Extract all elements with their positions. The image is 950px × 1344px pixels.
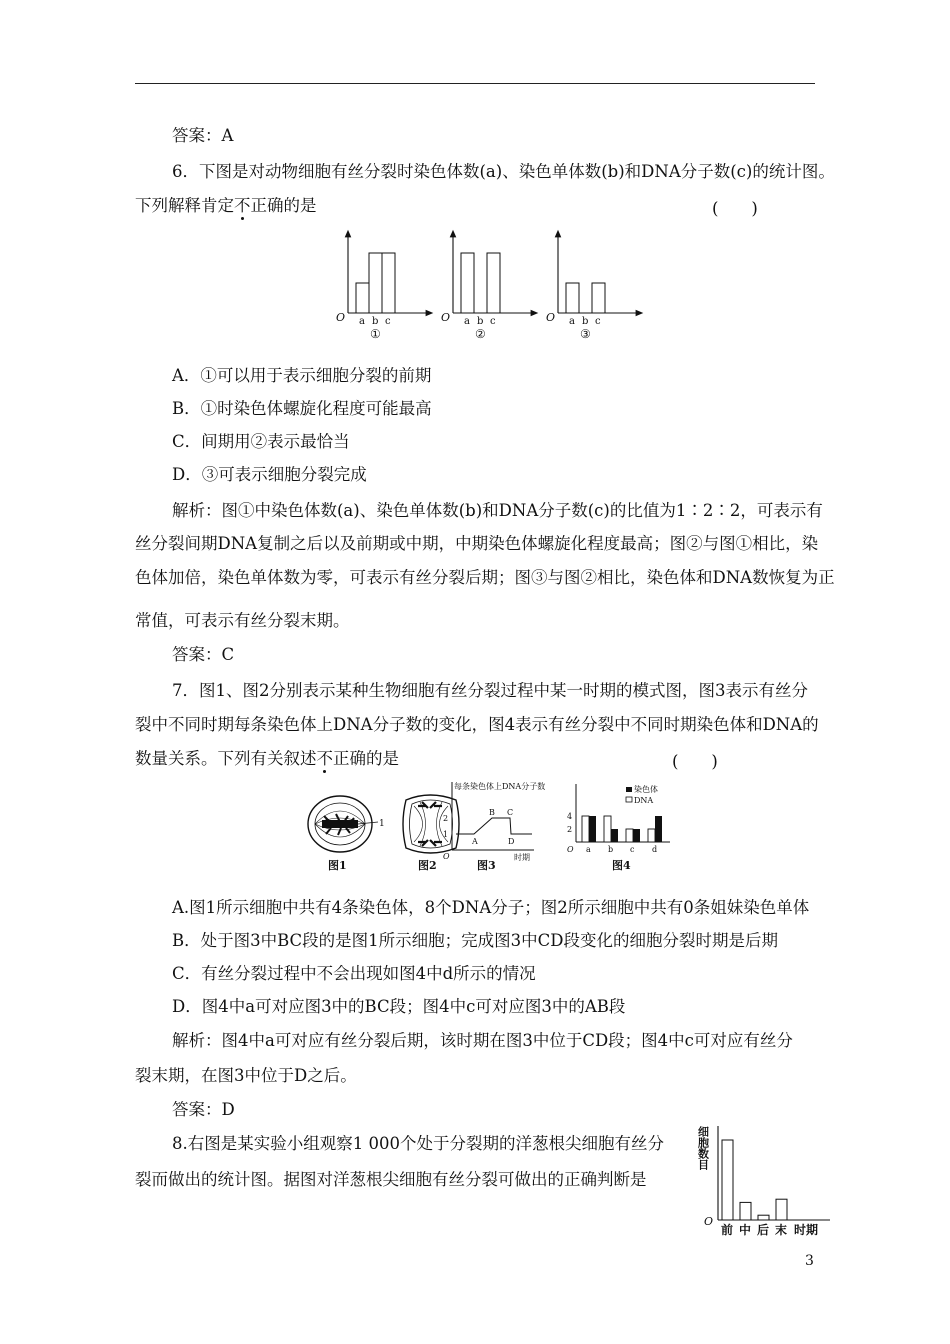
q7-answer: 答案：D <box>172 1100 235 1119</box>
q7-stem-post: 正确的是 <box>333 749 399 768</box>
q6-stem-line1: 6．下图是对动物细胞有丝分裂时染色体数(a)、染色单体数(b)和DNA分子数(c)的统计图。 <box>172 162 835 181</box>
fig3-line <box>456 818 532 834</box>
bar-dna-a <box>582 816 589 842</box>
bar-a <box>356 283 369 313</box>
axis-origin: O <box>336 311 346 324</box>
chart-label: ① <box>370 327 381 341</box>
tick-label-b: b <box>372 316 379 327</box>
bar-chromosome-a <box>589 816 596 842</box>
axis-origin: O <box>546 311 556 324</box>
q7-option-b: B．处于图3中BC段的是图1所示细胞；完成图3中CD段变化的细胞分裂时期是后期 <box>172 931 779 950</box>
page-number: 3 <box>805 1253 814 1269</box>
q8-stem-line2: 裂而做出的统计图。据图对洋葱根尖细胞有丝分裂可做出的正确判断是 <box>135 1170 647 1189</box>
bar-c <box>592 283 605 313</box>
tick-label-c: c <box>490 316 496 327</box>
q6-answer-bracket: ( ) <box>712 199 758 218</box>
bar-dna-d <box>648 829 655 842</box>
fig4-label: 图4 <box>612 859 631 872</box>
fig3-label: 图3 <box>477 859 496 872</box>
q7-stem-pre: 数量关系。下列有关叙述 <box>135 749 317 768</box>
tick-label-b: b <box>582 316 589 327</box>
q6-option-a: A．①可以用于表示细胞分裂的前期 <box>172 366 432 385</box>
bar-中 <box>740 1202 751 1220</box>
q6-option-b: B．①时染色体螺旋化程度可能最高 <box>172 399 432 418</box>
legend-dna-swatch <box>626 797 632 802</box>
tick-label-c: c <box>385 316 391 327</box>
q7-answer-bracket: ( ) <box>672 752 718 771</box>
tick-label-a: a <box>569 316 575 327</box>
fig4-origin: O <box>567 845 574 854</box>
bar-前 <box>722 1140 733 1220</box>
bar-c <box>382 253 395 313</box>
bar-c <box>487 253 500 313</box>
tick-label-中: 中 <box>739 1223 752 1237</box>
q6-analysis-line2: 丝分裂间期DNA复制之后以及前期或中期，中期染色体螺旋化程度最高；图②与图①相比，染 <box>135 534 819 553</box>
legend-chromosome: 染色体 <box>634 785 658 794</box>
bar-a <box>461 253 474 313</box>
tick-label-末: 末 <box>775 1223 788 1237</box>
bar-chromosome-b <box>611 829 618 842</box>
q6-stem-emphasis: 不 <box>234 196 251 215</box>
bar-末 <box>776 1199 787 1220</box>
fig3-origin: O <box>443 852 450 861</box>
bar-dna-b <box>604 816 611 842</box>
fig2-cell-diagram <box>403 795 459 872</box>
q6-figure <box>320 225 670 350</box>
header-rule <box>135 83 815 84</box>
q7-option-d: D．图4中a可对应图3中的BC段；图4中c可对应图3中的AB段 <box>172 997 626 1016</box>
q8-figure <box>690 1120 840 1245</box>
bar-a <box>566 283 579 313</box>
bar-后 <box>758 1215 769 1220</box>
q7-option-c: C．有丝分裂过程中不会出现如图4中d所示的情况 <box>172 964 536 983</box>
tick-label-b: b <box>608 845 614 854</box>
fig1-cell-diagram <box>308 796 385 872</box>
bar-chromosome-d <box>655 816 662 842</box>
legend-chromosome-swatch <box>626 787 632 792</box>
tick-label-d: d <box>652 845 658 854</box>
q7-stem-line3 <box>135 748 399 770</box>
q6-analysis-line3: 色体加倍，染色单体数为零，可表示有丝分裂后期；图③与图②相比，染色体和DNA数恢复为正 <box>135 568 835 587</box>
q6-option-c: C．间期用②表示最恰当 <box>172 432 350 451</box>
fig1-label: 图1 <box>328 859 347 872</box>
q7-stem-line2: 裂中不同时期每条染色体上DNA分子数的变化，图4表示有丝分裂中不同时期染色体和DNA的 <box>135 715 819 734</box>
bar-b <box>369 253 382 313</box>
axis-origin: O <box>441 311 451 324</box>
q7-stem-emphasis: 不 <box>316 749 333 768</box>
q6-stem-post: 正确的是 <box>250 196 317 215</box>
tick-label-c: c <box>595 316 601 327</box>
q6-analysis-line4: 常值，可表示有丝分裂末期。 <box>135 611 350 630</box>
ytick-2: 2 <box>443 814 449 823</box>
ytick-2: 2 <box>567 825 573 834</box>
q6-chart-1 <box>336 233 430 341</box>
point-B: B <box>489 808 495 817</box>
q8-origin: O <box>704 1215 714 1228</box>
tick-label-前: 前 <box>721 1223 734 1237</box>
tick-label-后: 后 <box>757 1223 770 1237</box>
tick-label-a: a <box>586 845 591 854</box>
q6-answer: 答案：C <box>172 645 235 664</box>
point-C: C <box>507 808 514 817</box>
point-A: A <box>472 837 478 846</box>
q6-stem-line2 <box>135 195 317 217</box>
fig2-label: 图2 <box>418 859 437 872</box>
q7-analysis-line1: 解析：图4中a可对应有丝分裂后期，该时期在图3中位于CD段；图4中c可对应有丝分 <box>172 1031 793 1050</box>
q6-chart-3 <box>546 233 640 341</box>
chart-label: ② <box>475 327 486 341</box>
fig4-bar-chart <box>567 784 670 872</box>
q7-analysis-line2: 裂末期，在图3中位于D之后。 <box>135 1066 357 1085</box>
chart-label: ③ <box>580 327 591 341</box>
fig3-xlabel: 时期 <box>514 853 530 862</box>
q5-answer: 答案：A <box>172 126 234 145</box>
legend-dna: DNA <box>634 796 654 805</box>
q6-chart-2 <box>441 233 535 341</box>
q6-option-d: D．③可表示细胞分裂完成 <box>172 465 367 484</box>
fig1-marker: 1 <box>379 819 385 829</box>
tick-label-b: b <box>477 316 484 327</box>
bar-chromosome-c <box>633 829 640 842</box>
tick-label-a: a <box>464 316 470 327</box>
q7-figures <box>300 778 680 876</box>
q6-stem-pre: 下列解释肯定 <box>135 196 234 215</box>
q7-option-a: A.图1所示细胞中共有4条染色体，8个DNA分子；图2所示细胞中共有0条姐妹染色单体 <box>172 898 810 917</box>
bar-dna-c <box>626 829 633 842</box>
tick-label-c: c <box>630 845 635 854</box>
ytick-1: 1 <box>443 830 449 839</box>
fig3-ylabel: 每条染色体上DNA分子数 <box>454 782 546 791</box>
q8-stem-line1: 8.右图是某实验小组观察1 000个处于分裂期的洋葱根尖细胞有丝分 <box>172 1134 664 1153</box>
q7-stem-line1: 7．图1、图2分别表示某种生物细胞有丝分裂过程中某一时期的模式图，图3表示有丝分 <box>172 681 808 700</box>
ytick-4: 4 <box>567 812 573 821</box>
q6-analysis-line1: 解析：图①中染色体数(a)、染色单体数(b)和DNA分子数(c)的比值为1∶2∶2，可表示有 <box>172 501 823 520</box>
point-D: D <box>508 837 515 846</box>
q8-xlabel: 时期 <box>794 1223 819 1237</box>
tick-label-a: a <box>359 316 365 327</box>
q8-ylabel: 细胞数目 <box>696 1126 710 1170</box>
